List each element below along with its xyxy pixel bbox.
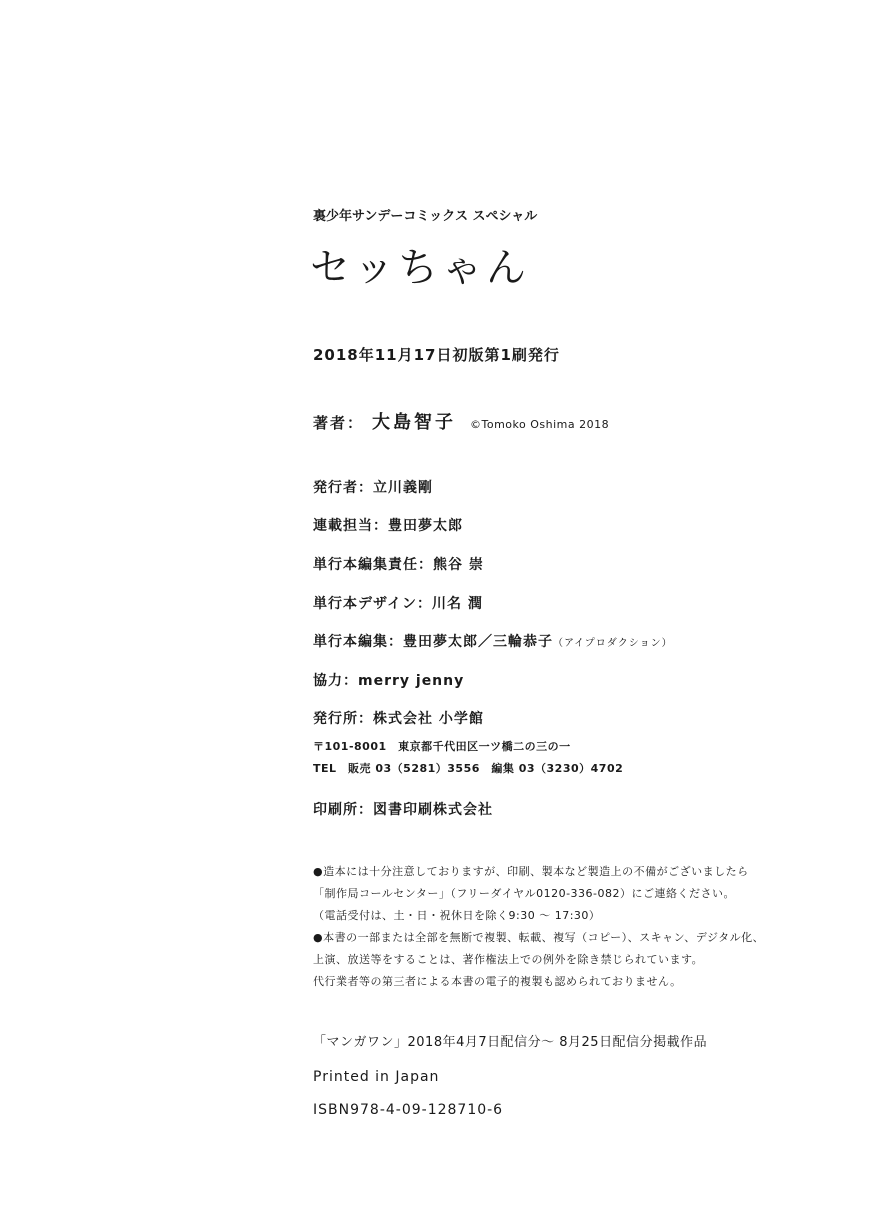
credit-editor-in-charge: 単行本編集責任：熊谷 崇 (313, 557, 484, 573)
series-name: 裏少年サンデーコミックス スペシャル (313, 209, 538, 224)
notice-line: 上演、放送等をすることは、著作権法上での例外を除き禁じられています。 (313, 953, 704, 966)
publisher-address: 〒101-8001 東京都千代田区一ツ橋二の三の一 (313, 740, 571, 753)
author-name: 大島智子 (372, 412, 457, 433)
serialization-info: 「マンガワン」2018年4月7日配信分～ 8月25日配信分掲載作品 (313, 1035, 708, 1050)
book-editors-text: 単行本編集：豊田夢太郎／三輪恭子 (313, 634, 553, 650)
publisher-phone: TEL 販売 03（5281）3556 編集 03（3230）4702 (313, 762, 624, 775)
book-editors-note: （アイプロダクション） (553, 638, 673, 649)
printed-in: Printed in Japan (313, 1069, 440, 1085)
copyright-notice: ©Tomoko Oshima 2018 (470, 418, 610, 431)
credit-publisher-person: 発行者：立川義剛 (313, 480, 433, 496)
credit-book-editors (313, 635, 673, 649)
publication-date: 2018年11月17日初版第1刷発行 (313, 346, 560, 364)
notice-line: ●本書の一部または全部を無断で複製、転載、複写（コピー）、スキャン、デジタル化、 (313, 931, 765, 944)
credit-cooperation: 協力：merry jenny (313, 673, 465, 689)
notice-line: 「制作局コールセンター」（フリーダイヤル0120-336-082）にご連絡ください。 (313, 887, 735, 900)
notice-line: 代行業者等の第三者による本書の電子的複製も認められておりません。 (313, 975, 682, 988)
printer-company: 印刷所：図書印刷株式会社 (313, 802, 493, 818)
notice-line: ●造本には十分注意しておりますが、印刷、製本など製造上の不備がございましたら (313, 865, 749, 878)
credit-designer: 単行本デザイン：川名 潤 (313, 596, 483, 612)
publisher-company: 発行所：株式会社 小学館 (313, 711, 484, 727)
isbn: ISBN978-4-09-128710-6 (313, 1102, 504, 1118)
credit-serial-editor: 連載担当：豊田夢太郎 (313, 518, 463, 534)
author-row (313, 414, 609, 432)
author-label: 著者： (313, 414, 365, 432)
notice-line: （電話受付は、土・日・祝休日を除く9:30 ～ 17:30） (313, 909, 601, 922)
book-title: セッちゃん (310, 245, 530, 291)
